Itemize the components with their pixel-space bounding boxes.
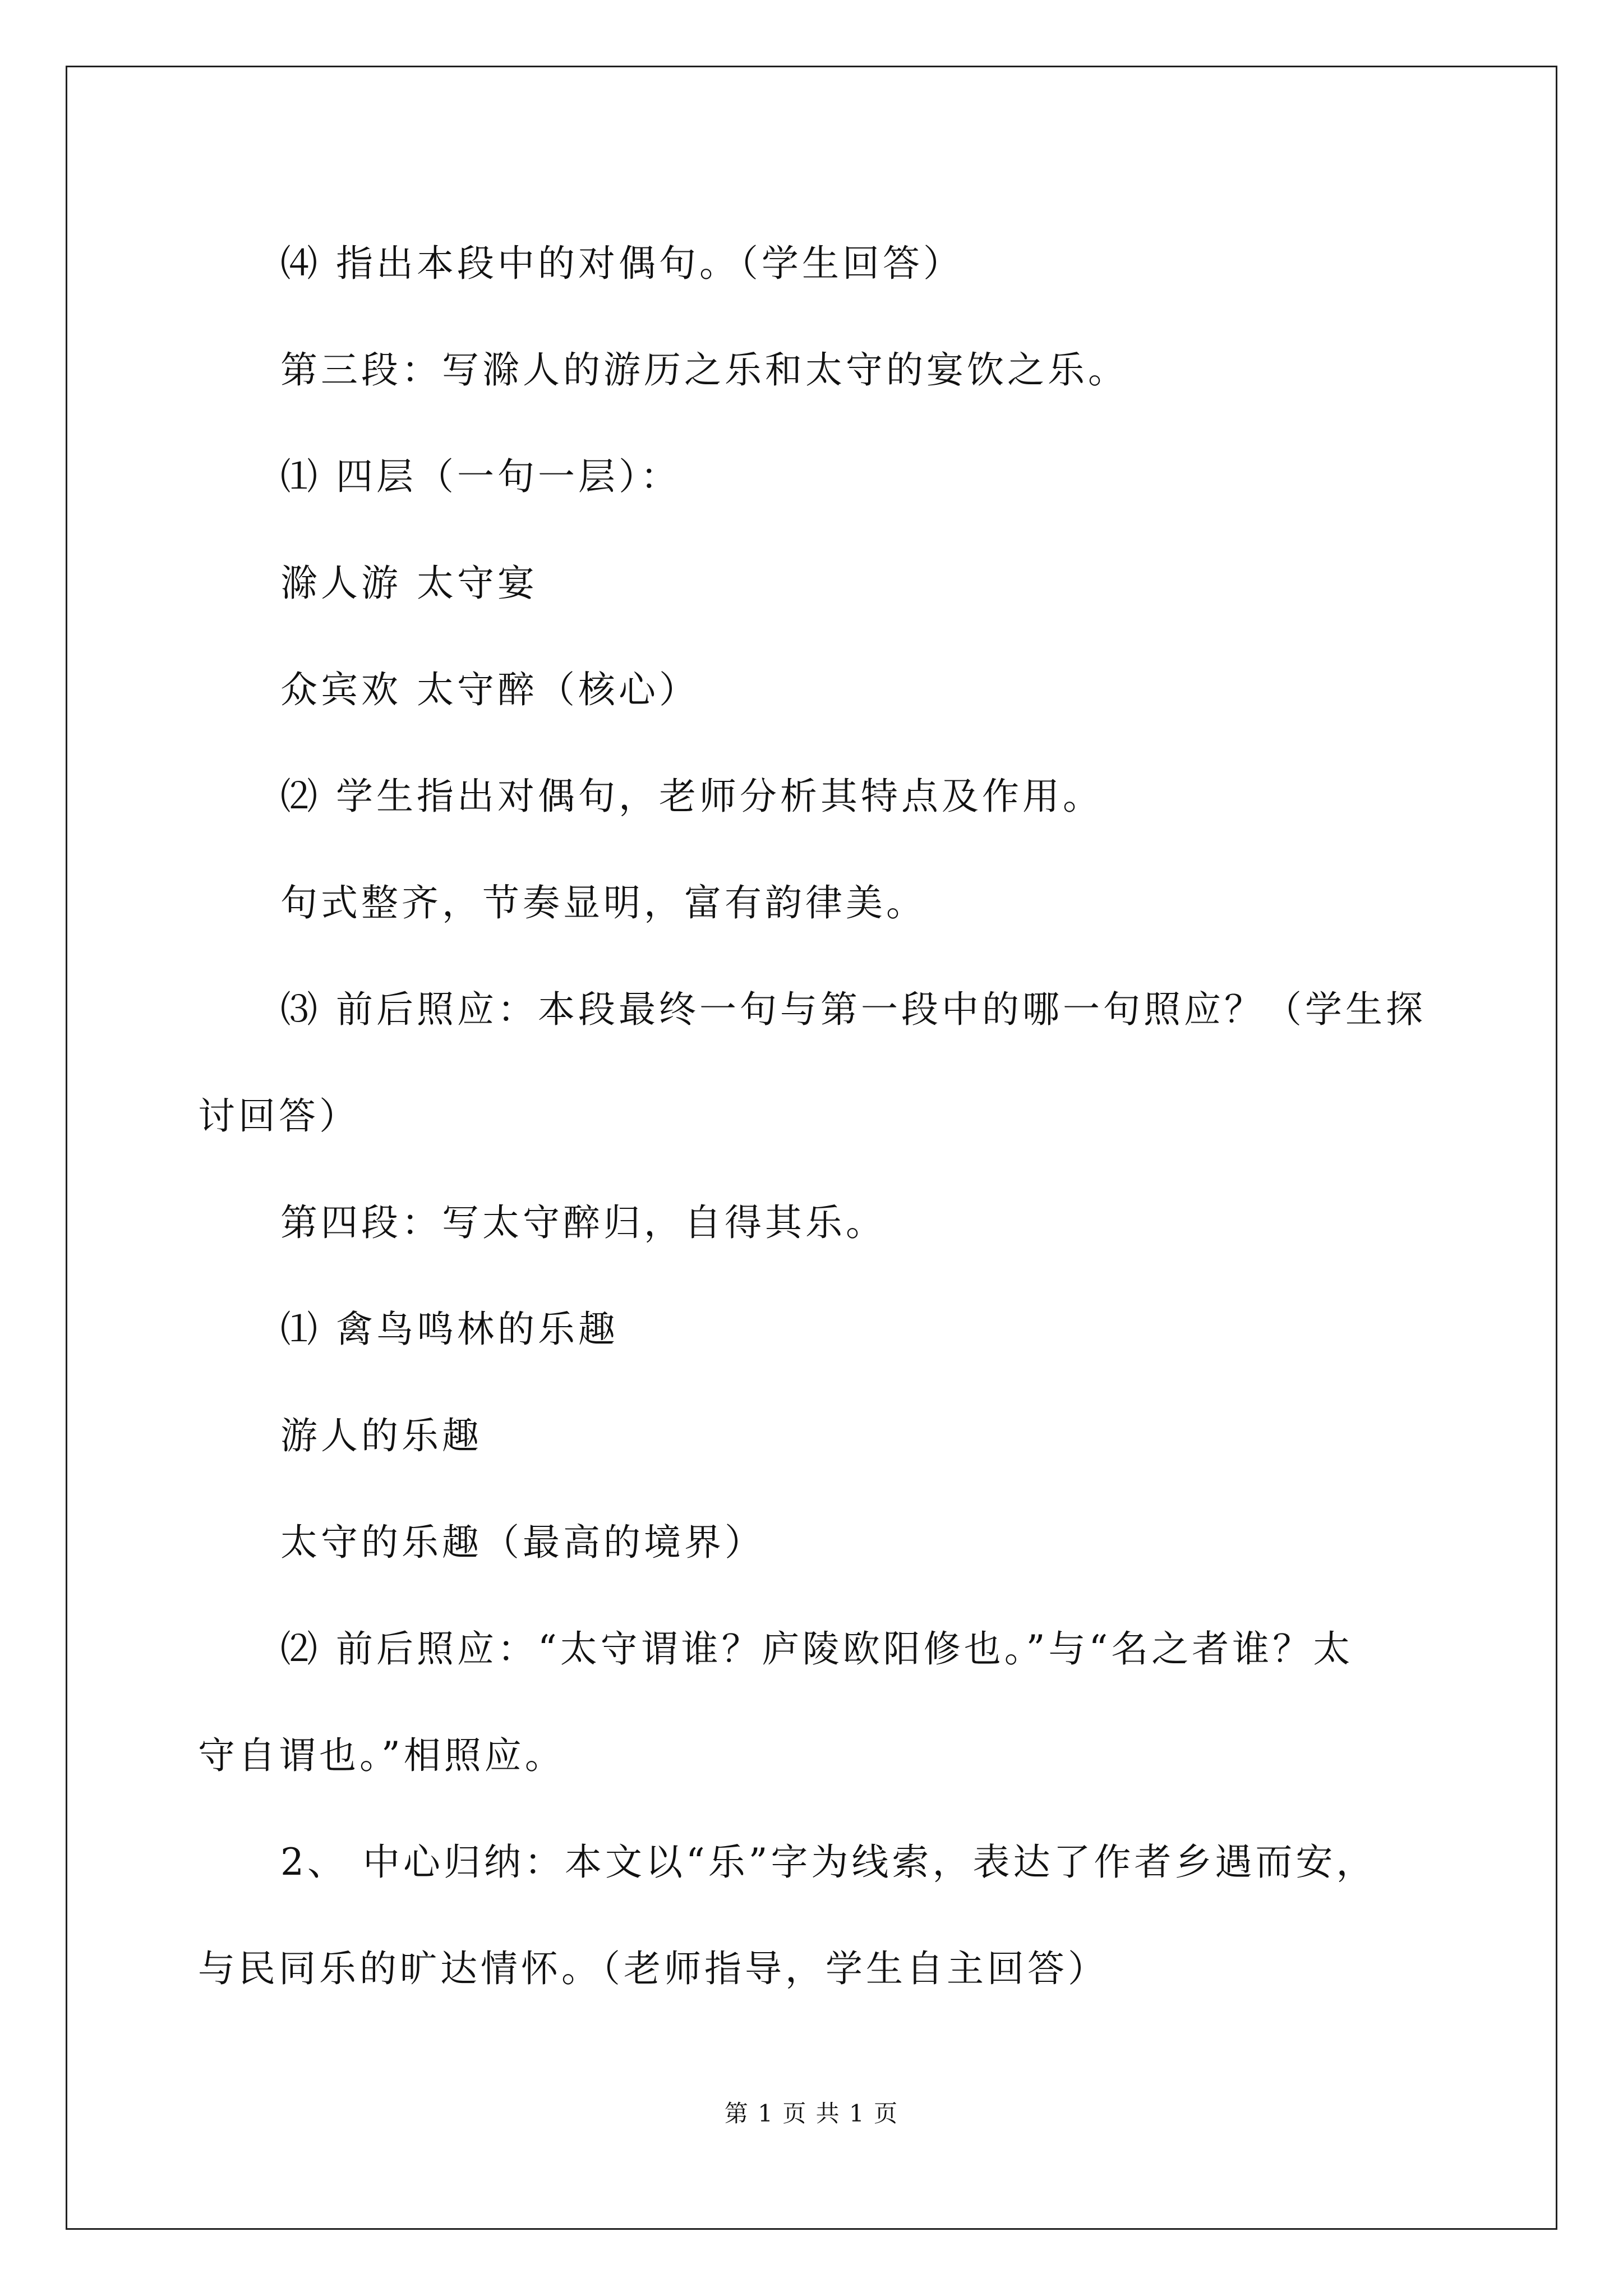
paragraph: ⑵ 前后照应：“太守谓谁？庐陵欧阳修也。”与“名之者谁？太 — [280, 1627, 1354, 1671]
paragraph: 众宾欢 太守醉（核心） — [280, 668, 699, 711]
paragraph: 与民同乐的旷达情怀。（老师指导，学生自主回答） — [198, 1947, 1108, 1990]
paragraph: 第三段：写滁人的游历之乐和太守的宴饮之乐。 — [280, 348, 1128, 392]
paragraph: 讨回答） — [198, 1094, 359, 1138]
paragraph: ⑶ 前后照应：本段最终一句与第一段中的哪一句照应？（学生探 — [280, 988, 1426, 1031]
paragraph: 守自谓也。”相照应。 — [198, 1734, 565, 1777]
paragraph: 游人的乐趣 — [280, 1414, 482, 1457]
paragraph: ⑷ 指出本段中的对偶句。（学生回答） — [280, 242, 963, 285]
paragraph: 滁人游 太守宴 — [280, 562, 538, 605]
paragraph: 2、 中心归纳：本文以“乐”字为线索，表达了作者乡遇而安， — [280, 1841, 1377, 1884]
paragraph: ⑴ 四层（一句一层）： — [280, 455, 681, 498]
paragraph: 句式整齐，节奏显明，富有韵律美。 — [280, 881, 926, 924]
paragraph: 第四段：写太守醉归，自得其乐。 — [280, 1201, 886, 1244]
document-body — [198, 210, 1432, 2022]
paragraph: 太守的乐趣（最高的境界） — [280, 1521, 765, 1564]
page-footer: 第 1 页 共 1 页 — [724, 2100, 899, 2127]
paragraph: ⑴ 禽鸟鸣林的乐趣 — [280, 1308, 619, 1351]
paragraph: ⑵ 学生指出对偶句，老师分析其特点及作用。 — [280, 775, 1103, 818]
